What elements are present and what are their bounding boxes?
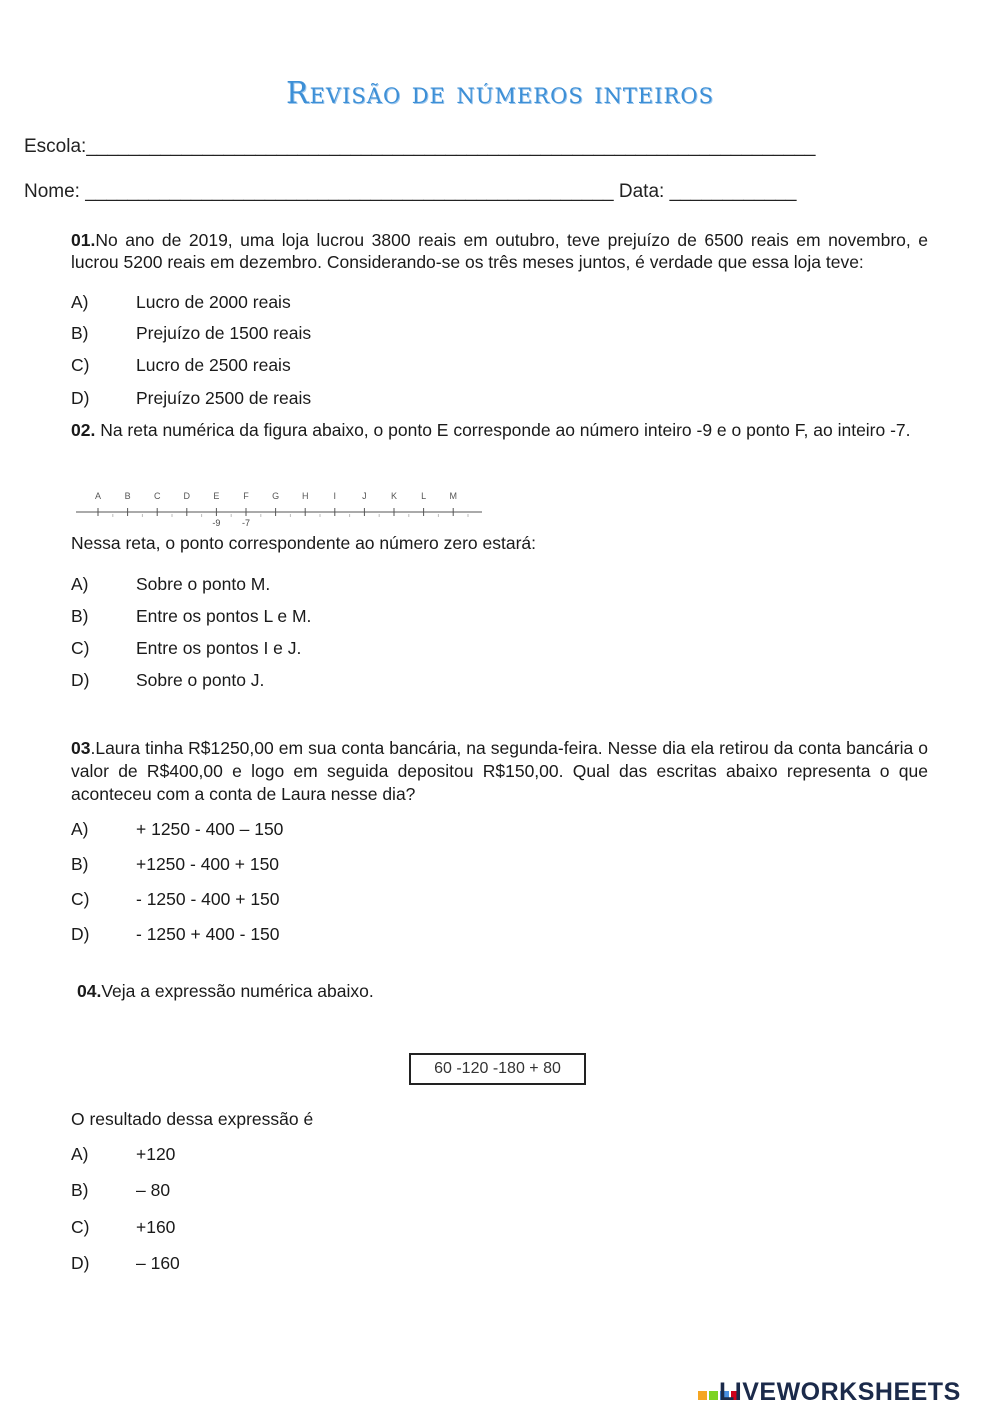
option-letter: A) (71, 1144, 89, 1164)
q4-option-c[interactable] (71, 1217, 175, 1238)
option-text: +160 (136, 1217, 176, 1237)
option-letter: D) (71, 1253, 90, 1273)
question-2-text: Na reta numérica da figura abaixo, o ponto E corresponde ao número inteiro -9 e o ponto F, ao inteiro -7. (95, 420, 911, 440)
question-2-number: 02. (71, 420, 96, 440)
question-1-number: 01. (71, 230, 96, 250)
option-text: +1250 - 400 + 150 (136, 854, 280, 874)
option-text: +120 (136, 1144, 176, 1164)
q4-option-d[interactable] (71, 1253, 180, 1274)
option-text: – 160 (136, 1253, 180, 1273)
option-letter: D) (71, 670, 90, 690)
option-letter: B) (71, 1180, 89, 1200)
school-label: Escola: (24, 136, 87, 157)
option-text: Lucro de 2500 reais (136, 355, 291, 375)
option-letter: B) (71, 323, 89, 343)
option-text: Sobre o ponto J. (136, 670, 265, 690)
option-text: Entre os pontos I e J. (136, 638, 302, 658)
q1-option-d[interactable] (71, 388, 311, 409)
number-line-point-b: B (124, 491, 131, 501)
option-letter: C) (71, 355, 90, 375)
option-letter: A) (71, 819, 89, 839)
number-line-point-a: A (94, 491, 102, 501)
option-letter: B) (71, 606, 89, 626)
option-letter: A) (71, 574, 89, 594)
question-1 (71, 229, 928, 273)
number-line-point-k: K (390, 491, 398, 501)
option-letter: D) (71, 924, 90, 944)
number-line-point-f: F (243, 491, 249, 501)
number-line-point-g: G (272, 491, 280, 501)
date-label: Data: (613, 181, 670, 202)
logo-block (698, 1391, 707, 1400)
question-3 (71, 737, 928, 806)
option-text: Sobre o ponto M. (136, 574, 271, 594)
number-line-point-j: J (362, 491, 367, 501)
question-4 (77, 980, 374, 1002)
liveworksheets-logo[interactable] (697, 1378, 961, 1408)
number-line-point-i: I (333, 491, 337, 501)
number-line-point-h: H (301, 491, 309, 501)
option-text: + 1250 - 400 – 150 (136, 819, 284, 839)
logo-text: LIVEWORKSHEETS (719, 1378, 961, 1406)
question-4-number: 04. (77, 981, 102, 1001)
option-letter: A) (71, 292, 89, 312)
school-field (24, 136, 815, 158)
option-text: Prejuízo 2500 de reais (136, 388, 312, 408)
q1-option-a[interactable] (71, 292, 291, 313)
question-2-prompt: Nessa reta, o ponto correspondente ao número zero estará: (71, 533, 536, 553)
number-line-point-d: D (183, 491, 191, 501)
q3-option-b[interactable] (71, 854, 279, 875)
option-letter: C) (71, 1217, 90, 1237)
expression-box: 60 -120 -180 + 80 (409, 1053, 586, 1085)
q3-option-a[interactable] (71, 819, 283, 840)
number-line-point-m: M (449, 491, 457, 501)
option-text: Entre os pontos L e M. (136, 606, 312, 626)
q2-option-b[interactable] (71, 606, 311, 627)
logo-mark-icon (697, 1379, 719, 1408)
name-input-line[interactable]: __________________________________________________ (85, 181, 614, 202)
number-line-point-e: E (213, 491, 220, 501)
option-text: - 1250 - 400 + 150 (136, 889, 280, 909)
option-text: – 80 (136, 1180, 171, 1200)
name-date-field (24, 181, 796, 203)
q2-option-a[interactable] (71, 574, 270, 595)
option-letter: D) (71, 388, 90, 408)
number-line-point-c: C (153, 491, 161, 501)
question-4-prompt: O resultado dessa expressão é (71, 1109, 314, 1129)
q1-option-c[interactable] (71, 355, 291, 376)
option-letter: C) (71, 889, 90, 909)
logo-block (709, 1391, 718, 1400)
question-3-number: 03 (71, 738, 91, 758)
page-title: Revisão de números inteiros (286, 76, 714, 111)
q2-option-c[interactable] (71, 638, 301, 659)
q4-option-b[interactable] (71, 1180, 170, 1201)
number-line-value-e: -9 (212, 518, 221, 528)
q3-option-d[interactable] (71, 924, 280, 945)
question-4-text: Veja a expressão numérica abaixo. (101, 981, 374, 1001)
option-letter: B) (71, 854, 89, 874)
name-label: Nome: (24, 181, 86, 202)
number-line-point-l: L (421, 491, 427, 501)
question-2 (71, 419, 928, 441)
option-text: Prejuízo de 1500 reais (136, 323, 312, 343)
q3-option-c[interactable] (71, 889, 280, 910)
number-line-value-f: -7 (241, 518, 251, 528)
number-line-figure (70, 484, 490, 530)
option-letter: C) (71, 638, 90, 658)
q2-option-d[interactable] (71, 670, 264, 691)
question-1-text: No ano de 2019, uma loja lucrou 3800 reais em outubro, teve prejuízo de 6500 reais em novembro, e lucrou 5200 reais em dezembro. Considerando-se os três meses juntos, é verdade que essa loja teve: (71, 230, 928, 272)
date-input-line[interactable]: ____________ (669, 181, 797, 202)
question-3-text: .Laura tinha R$1250,00 em sua conta bancária, na segunda-feira. Nesse dia ela retirou da conta bancária o valor de R$400,00 e logo em seguida depositou R$150,00. Qual das escritas abaixo representa o que aconteceu com a conta de Laura nesse dia? (71, 738, 928, 804)
q1-option-b[interactable] (71, 323, 311, 344)
q4-option-a[interactable] (71, 1144, 175, 1165)
option-text: Lucro de 2000 reais (136, 292, 291, 312)
option-text: - 1250 + 400 - 150 (136, 924, 280, 944)
school-input-line[interactable]: _____________________________________________________________________ (86, 136, 816, 157)
